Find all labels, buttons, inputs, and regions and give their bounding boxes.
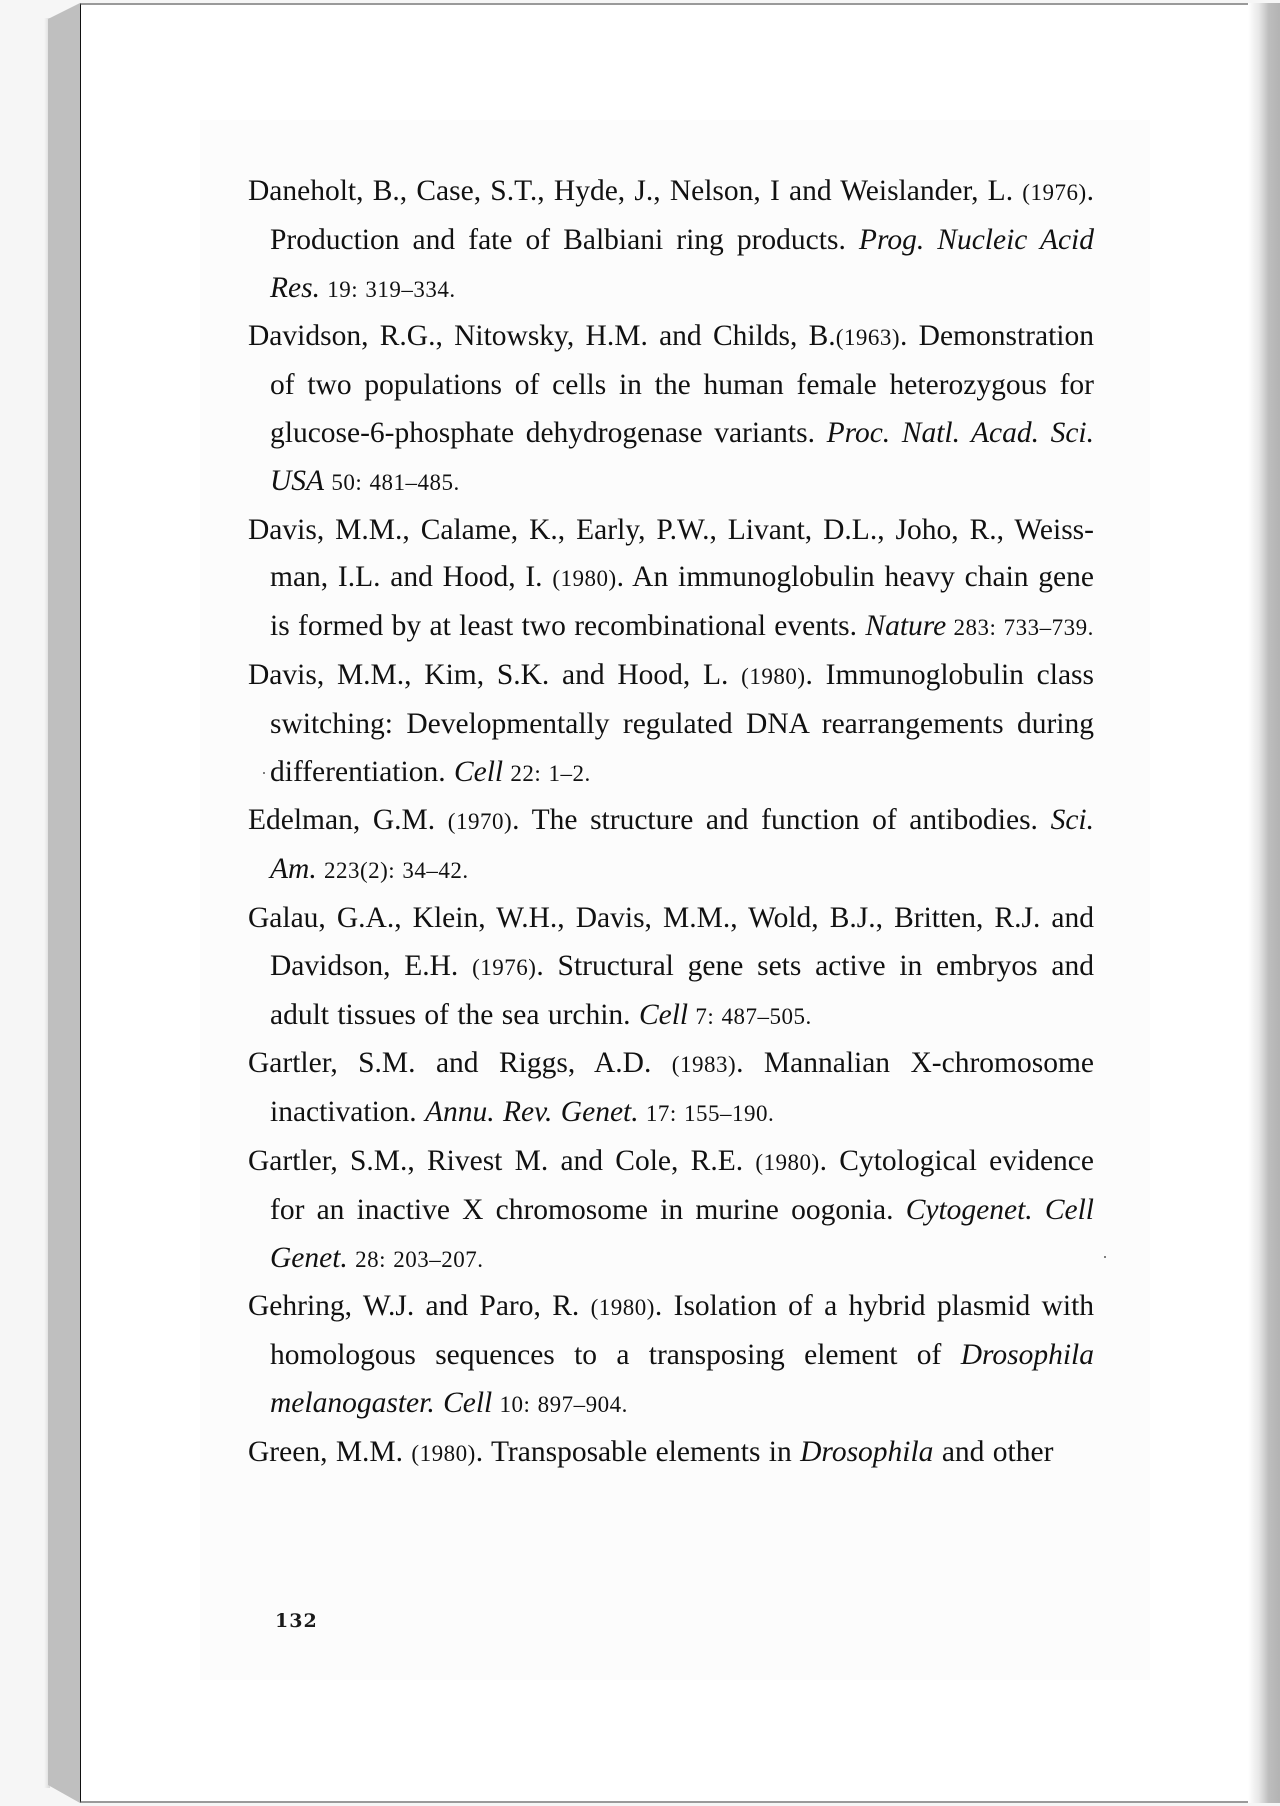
- reference-list: [248, 168, 1094, 1478]
- reference-numerals: 7: 487–505.: [688, 1003, 812, 1029]
- reference-numerals: 28: 203–207.: [347, 1246, 484, 1272]
- dust-speck: [263, 772, 265, 774]
- reference-entry: [248, 652, 1094, 797]
- reference-text: . Structural gene sets active in embryos and adult tissues of the sea urchin.: [270, 949, 1094, 1031]
- reference-journal: Drosophila: [800, 1435, 934, 1468]
- reference-journal: Cell: [638, 998, 689, 1031]
- reference-text: Gartler, S.M., Rivest M. and Cole, R.E.: [248, 1144, 756, 1177]
- reference-journal: Drosophila melanogaster. Cell: [270, 1339, 1094, 1419]
- reference-numerals: (1976): [1022, 180, 1087, 205]
- reference-text: Davis, M.M., Calame, K., Early, P.W., Livant, D.L., Joho, R., Weissman, I.L. and Hood, I.: [248, 513, 1094, 594]
- reference-text: . An immunoglobulin heavy chain gene is formed by at least two recombinational events.: [270, 561, 1094, 643]
- reference-numerals: (1980): [755, 1149, 820, 1175]
- reference-journal: Nature: [865, 610, 947, 643]
- reference-text: . Isolation of a hybrid plasmid with homologous sequences to a transposing element of: [270, 1290, 1095, 1372]
- reference-numerals: (1970): [447, 809, 513, 835]
- reference-text: Galau, G.A., Klein, W.H., Davis, M.M., Wold, B.J., Britten, R.J. and Davidson, E.H.: [248, 901, 1094, 982]
- reference-numerals: 283: 733–739.: [946, 615, 1094, 641]
- reference-entry: [248, 1283, 1094, 1428]
- reference-journal: Cell: [453, 755, 504, 788]
- reference-text: . Immunoglobulin class switching: Developmentally regulated DNA rearrangements during differentiation.: [270, 658, 1095, 788]
- reference-numerals: (1980): [741, 663, 806, 689]
- reference-numerals: (1980): [552, 566, 617, 592]
- reference-journal: Sci. Am.: [270, 804, 1094, 886]
- reference-numerals: (1980): [590, 1295, 655, 1321]
- reference-text: Davidson, R.G., Nitowsky, H.M. and Childs, B.: [248, 320, 836, 353]
- reference-entry: [248, 313, 1094, 506]
- reference-numerals: (1983): [671, 1052, 737, 1078]
- reference-text: Gartler, S.M. and Riggs, A.D.: [248, 1047, 672, 1080]
- book-spine: [48, 3, 80, 1803]
- reference-entry: [248, 1138, 1094, 1283]
- reference-journal: Annu. Rev. Genet.: [425, 1096, 639, 1129]
- reference-entry: [248, 1040, 1094, 1138]
- page-edge-shade: [1248, 3, 1280, 1803]
- reference-text: . Production and fate of Balbiani ring products.: [270, 175, 1094, 256]
- reference-text: Edelman, G.M.: [248, 804, 448, 837]
- reference-numerals: 50: 481–485.: [324, 469, 460, 495]
- page-number: 132: [275, 1610, 318, 1632]
- reference-entry: [248, 895, 1094, 1040]
- reference-numerals: (1963): [835, 325, 901, 351]
- reference-journal: Proc. Natl. Acad. Sci. USA: [270, 416, 1094, 497]
- reference-entry: [248, 507, 1094, 652]
- reference-text: . Transposable elements in: [475, 1435, 801, 1468]
- reference-text: . The structure and function of antibodies.: [512, 804, 1051, 837]
- reference-numerals: 223(2): 34–42.: [316, 858, 469, 884]
- reference-entry: [248, 1429, 1094, 1478]
- reference-text: and other: [933, 1435, 1054, 1468]
- reference-numerals: (1976): [472, 954, 537, 980]
- reference-journal: Prog. Nucleic Acid Res.: [270, 223, 1095, 304]
- reference-text: . Mannalian X-chromosome inactivation.: [270, 1047, 1094, 1129]
- reference-text: Daneholt, B., Case, S.T., Hyde, J., Nelson, I and Weislander, L.: [248, 175, 1023, 207]
- reference-numerals: 22: 1–2.: [503, 760, 591, 786]
- reference-numerals: 17: 155–190.: [638, 1101, 775, 1127]
- reference-text: Gehring, W.J. and Paro, R.: [248, 1290, 591, 1323]
- reference-text: Davis, M.M., Kim, S.K. and Hood, L.: [248, 658, 742, 691]
- reference-text: . Demonstration of two populations of cells in the human female heterozygous for glucose-6-phosphate dehydrogenase variants.: [270, 320, 1094, 449]
- reference-text: . Cytological evidence for an inactive X chromosome in murine oogonia.: [270, 1144, 1094, 1226]
- reference-journal: Cytogenet. Cell Genet.: [270, 1193, 1095, 1274]
- reference-entry: [248, 168, 1094, 313]
- reference-entry: [248, 797, 1094, 895]
- dust-speck: [1104, 1256, 1106, 1258]
- reference-text: Green, M.M.: [248, 1435, 412, 1468]
- reference-numerals: (1980): [411, 1440, 476, 1466]
- reference-numerals: 19: 319–334.: [319, 276, 456, 302]
- reference-numerals: 10: 897–904.: [492, 1391, 628, 1417]
